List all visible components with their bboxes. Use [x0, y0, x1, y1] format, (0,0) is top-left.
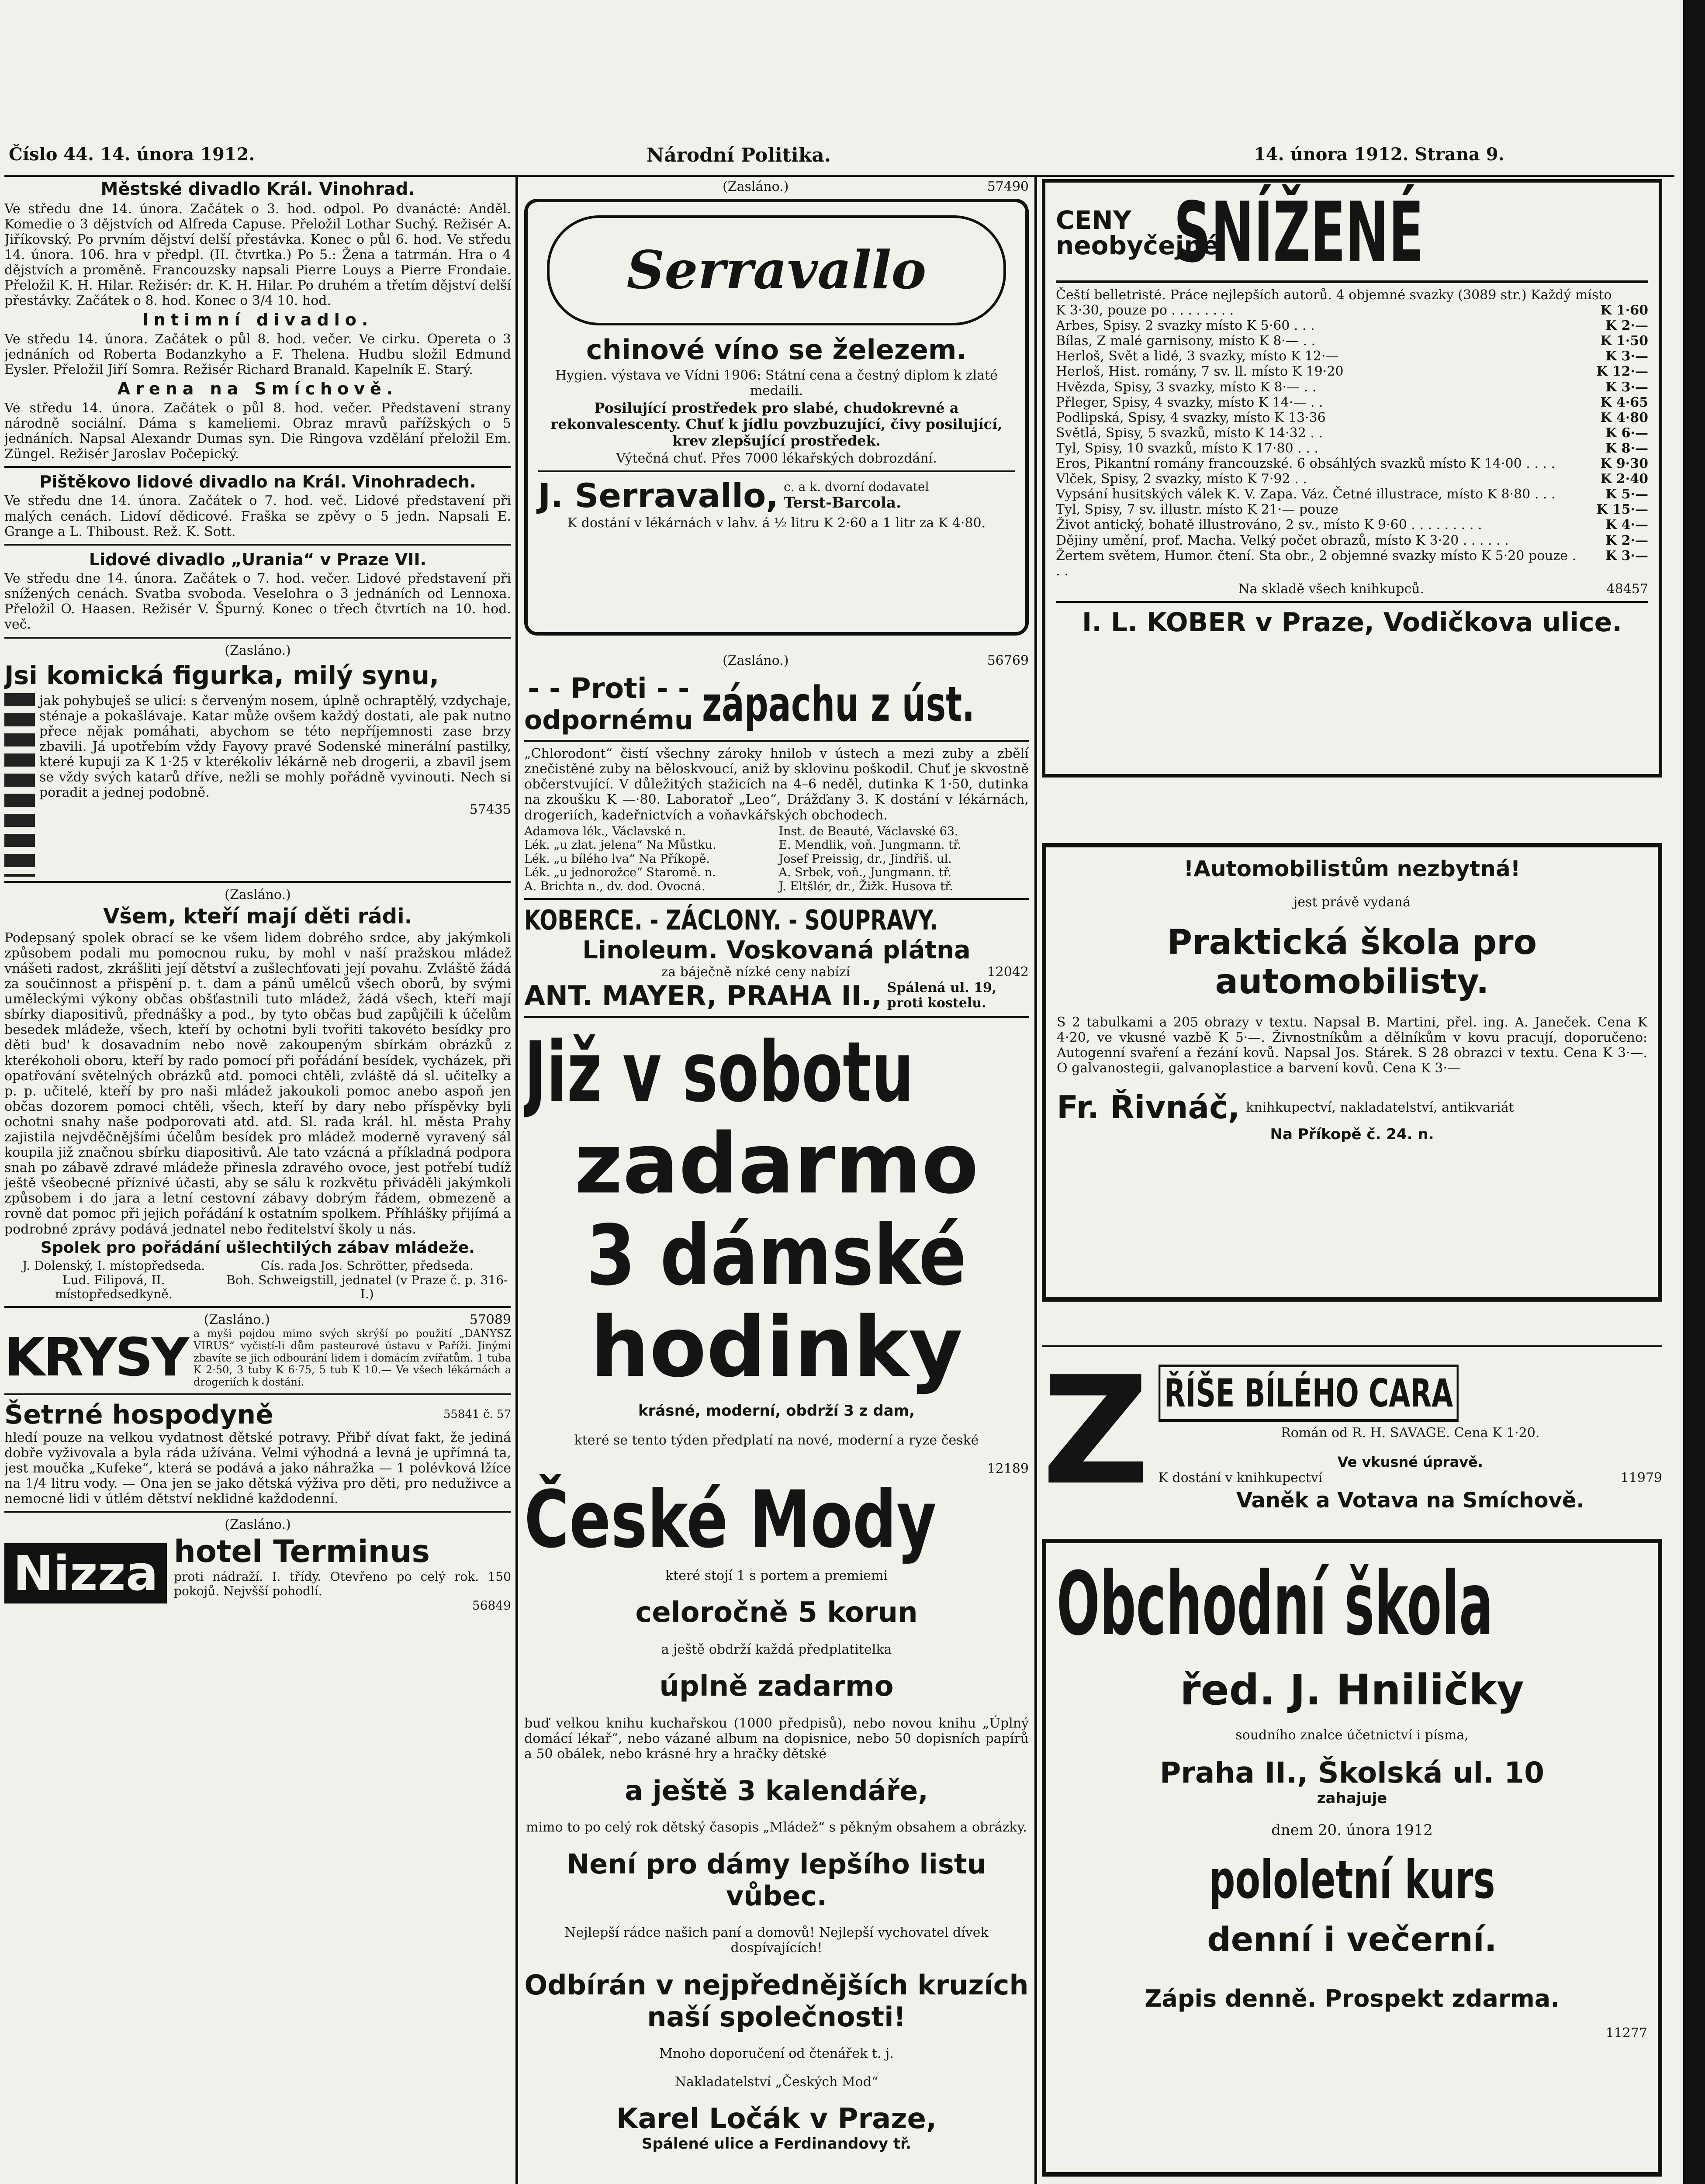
setrne-ad-number: 55841 č. 57: [443, 1408, 511, 1421]
price-list-title: Bílas, Z malé garnisony, místo K 8·— . .: [1056, 333, 1316, 349]
comic-text: jak pohybuješ se ulicí: s červeným nosem, úplně ochraptělý, vzdychaje, sténaje a pokašlávaje. Katar může ovšem každý dostati, ale pak nutno přece nějak pomáhati, abychom se této nepříjemnosti zase brzy zbavili. Já upotřebím vždy Fayovy pravé Sodenské minerální pastilky, které kupuji za K 1·25 v kterékoliv lékárně neb drogerii, a zbavil jsem se vždy svých katarů dříve, nežli se mohly pořádně vyvinouti. Nech si poradit a jednej podobně.: [39, 693, 511, 801]
serravallo-claim: Posilující prostředek pro slabé, chudokrevné a rekonvalescenty. Chuť k jídlu povzbuzující, čivy posilující, krev zlepšující prostředek.: [550, 399, 1003, 449]
comic-ad-number: 57435: [469, 802, 511, 818]
price-list-title: Hvězda, Spisy, 3 svazky, místo K 8·— . .: [1056, 379, 1317, 395]
price-list-price: K 6·—: [1605, 425, 1648, 441]
price-list-price: K 8·—: [1605, 440, 1648, 456]
mody-address: Spálené ulice a Ferdinandovy tř.: [642, 2135, 911, 2153]
separator: [4, 881, 511, 883]
pharmacy-item: J. Eltšlér, dr., Žižk. Husova tř.: [778, 879, 953, 893]
price-list-title: Vlček, Spisy, 2 svazky, místo K 7·92 . .: [1056, 471, 1307, 487]
terminus-ad-number: 56849: [472, 1598, 511, 1613]
price-list-row: [1056, 471, 1648, 487]
obchodni-director: řed. J. Hniličky: [1180, 1666, 1524, 1715]
serravallo-logo: Serravallo: [626, 239, 927, 301]
children-headline: Všem, kteří mají děti rádi.: [103, 904, 412, 929]
price-list-row: [1056, 487, 1648, 502]
mayer-address: Spálená ul. 19, proti kostelu.: [887, 980, 997, 1011]
theatre-arena-text: Ve středu 14. února. Začátek o půl 8. hod. večer. Představení strany národně sociální. Dáma s kameliemi. Obraz mravů pařížských o 5 jednáních. Napsal Alexandr Dumas syn. Die Ringova vzdělání přeložil Em. Züngel. Režisér Jaroslav Počepický.: [4, 400, 511, 462]
price-list-row: [1056, 502, 1648, 517]
snizene-headline: SNÍŽENÉ: [1174, 184, 1424, 281]
separator: [4, 466, 511, 468]
krysy-text: a myši pojdou mimo svých skrýší po použití „DANYSZ VIRUS“ vyčistí-li dům pasteurové ústavu v Paříži. Jinými zbavíte se jich odbourání lidem i domácím zvířatům. 1 tuba K 2·50, 3 tuby K 6·75, 5 tub K 10.— Ve všech lékárnách a drogeriích k dostání.: [194, 1327, 511, 1388]
serravallo-logo-oval: [547, 215, 1006, 325]
setrne-headline: Šetrné hospodyně: [4, 1399, 273, 1430]
price-list-row: [1056, 349, 1648, 364]
price-list-price: K 5·—: [1605, 487, 1648, 502]
theatre-intimni-title: Intimní divadlo.: [142, 310, 374, 330]
automobile-sub: jest právě vydaná: [1293, 895, 1411, 910]
kober-company: I. L. KOBER v Praze, Vodičkova ulice.: [1082, 607, 1622, 638]
krysy-ad-number: 57089: [469, 1312, 511, 1328]
kober-store-note: Na skladě všech knihkupců.: [1238, 581, 1425, 597]
automobile-title-1: Praktická škola pro: [1167, 923, 1537, 963]
separator: [524, 898, 1029, 900]
mody-slogan: Není pro dámy lepšího listu vůbec.: [567, 1848, 986, 1912]
pharmacy-item: Lék. „u jednorožce“ Staromě. n.: [524, 866, 716, 880]
price-list-row: [1056, 456, 1648, 471]
theatre-arena-title: Arena na Smíchově.: [117, 379, 398, 399]
chlorodont-head-2: odpornému: [524, 705, 693, 736]
kober-intro: Čeští belletristé. Práce nejlepších autorů. 4 objemné svazky (3089 str.) Každý místo: [1056, 287, 1612, 303]
price-list-title: Herloš, Hist. romány, 7 sv. ll. místo K 19·20: [1056, 364, 1344, 380]
price-list-title: Eros, Pikantní romány francouzské. 6 obsáhlých svazků místo K 14·00 . . . .: [1056, 456, 1556, 472]
signatory: Lud. Filipová, II. místopředsedkyně.: [55, 1272, 173, 1302]
watches-description: krásné, moderní, obdrží 3 z dam,: [638, 1402, 915, 1420]
pharmacy-item: A. Brichta n., dv. dod. Ovocná.: [524, 879, 706, 893]
risa-ad-number: 11979: [1620, 1470, 1662, 1486]
society-name: Spolek pro pořádání ušlechtilých zábav mládeže.: [41, 1238, 475, 1257]
setrne-text: hledí pouze na velkou vydatnost dětské potravy. Přibř dívat fakt, že jediná dobře vyživovala a byla ráda užívána. Velmi výhodná a levná je upřímná ta, jest moučka „Kufeke“, která se podává a jako náhražka — 1 polévková lžíce na 1/4 litru vody. — Ona jen se jako dětská výživa pro děti, pro neduživce a nemocné lidi v útlém dětství neklidné každodenní.: [4, 1430, 511, 1507]
pharmacy-item: Lék. „u bílého lva“ Na Příkopě.: [524, 852, 710, 866]
separator: [4, 637, 511, 639]
theatre-urania-title: Lidové divadlo „Urania“ v Praze VII.: [89, 549, 427, 569]
sobota-headline: Již v sobotu: [524, 1023, 914, 1120]
price-list-price: K 4·80: [1600, 410, 1648, 425]
price-list-price: K 3·—: [1605, 548, 1648, 563]
price-list-price: K 2·—: [1605, 532, 1648, 548]
theatre-pistek-text: Ve středu dne 14. února. Začátek o 7. hod. več. Lidové představení při malých cenách. Lidoví dědicové. Fraška se zpěvy o 5 jedn. Napsali E. Grange a L. Thiboust. Rež. K. Sott.: [4, 493, 511, 539]
automobile-title-2: automobilisty.: [1215, 962, 1489, 1002]
risa-binding: Ve vkusné úpravě.: [1337, 1454, 1483, 1471]
zaslano-label: (Zasláno.): [723, 179, 789, 194]
theatre-pistek-title: Pištěkovo lidové divadlo na Král. Vinohradech.: [39, 472, 476, 492]
obchodni-ad-number: 11277: [1605, 2025, 1647, 2041]
serravallo-award: Hygien. výstava ve Vídni 1906: Státní cena a čestný diplom k zlaté medaili.: [555, 367, 998, 398]
theatre-intimni-text: Ve středu 14. února. Začátek o půl 8. hod. večer. Ve cirku. Opereta o 3 jednáních od Roberta Bodanzkyho a F. Thelena. Hudbu složil Edmund Eysler. Přeložil Jiří Somra. Režisér Richard Branald. Kapelník E. Starý.: [4, 331, 511, 378]
price-list-price: K 1·60: [1600, 303, 1648, 318]
signatory: Cís. rada Jos. Schrötter, předseda.: [260, 1258, 474, 1273]
koberce-headline: KOBERCE. - ZÁCLONY. - SOUPRAVY.: [524, 904, 938, 936]
rivnac-name: Fr. Řivnáč,: [1057, 1089, 1240, 1126]
comic-headline: Jsi komická figurka, milý synu,: [4, 660, 439, 690]
serravallo-ad-number: 57490: [987, 179, 1029, 194]
price-list-price: K 4·65: [1600, 394, 1648, 410]
serravallo-ad: [524, 199, 1029, 636]
linoleum-ad-number: 12042: [987, 964, 1029, 980]
serravallo-taste: Výtečná chuť. Přes 7000 lékařských dobrozdání.: [616, 451, 937, 467]
price-list-title: Žertem světem, Humor. čtení. Sta obr., 2 objemné svazky místo K 5·20 pouze . . .: [1056, 548, 1577, 579]
header-issue: Číslo 44. 14. února 1912.: [9, 144, 255, 165]
price-list-title: Vypsání husitských válek K. V. Zapa. Váz. Četné illustrace, místo K 8·80 . . .: [1056, 487, 1556, 502]
chlorodont-headline: [524, 673, 1029, 736]
watches-condition: které se tento týden předplatí na nové, moderní a ryze české: [574, 1432, 979, 1448]
price-list-price: K 3·—: [1605, 349, 1648, 364]
risa-ad: [1042, 1345, 1662, 1518]
zaslano-label: (Zasláno.): [225, 1517, 291, 1533]
mody-magazine: mimo to po celý rok dětský časopis „Mládež“ s pěkným obsahem a obrázky.: [526, 1820, 1027, 1835]
risa-title: ŘÍŠE BÍLÉHO CARA: [1159, 1365, 1459, 1422]
terminus-text: proti nádraží. I. třídy. Otevřeno po celý rok. 150 pokojů. Nejvšší pohodlí.: [174, 1569, 511, 1598]
price-list-row: [1056, 517, 1648, 532]
header-newspaper-title: Národní Politika.: [647, 144, 831, 166]
obchodni-skola-headline: Obchodní škola: [1057, 1553, 1494, 1655]
nizza-logo: Nizza: [4, 1543, 167, 1603]
zaslano-label: (Zasláno.): [225, 643, 291, 658]
automobile-text: S 2 tabulkami a 205 obrazy v textu. Napsal B. Martini, přel. ing. A. Janeček. Cena K 4·20, ve vkusné vazbě K 5·—. Živnostníkům a dělníkům v kovu pracují, doporučeno: Autogenní svaření a řezání kovů. Napsal Jos. Stárek. S 28 obrazci v textu. Cena K 3·—. O galvanostegii, galvanoplastice a barvení kovů. Cena K 3·—: [1057, 1015, 1647, 1076]
kober-price-list: [1056, 303, 1648, 579]
theatre-vinohrady-title: Městské divadlo Král. Vinohrad.: [100, 179, 415, 199]
serravallo-company: J. Serravallo,: [538, 476, 779, 515]
mody-price: celoročně 5 korun: [635, 1596, 918, 1629]
price-list-title: Podlipská, Spisy, 4 svazky, místo K 13·36: [1056, 410, 1326, 425]
price-list-row: [1056, 548, 1648, 579]
zaslano-label: (Zasláno.): [225, 887, 291, 902]
price-list-row: [1056, 441, 1648, 456]
obchodni-address: Praha II., Školská ul. 10: [1159, 1756, 1544, 1790]
separator: [538, 470, 1015, 472]
page-edge: [1683, 0, 1705, 2184]
obchodni-day-evening: denní i večerní.: [1207, 1920, 1497, 1959]
price-list-row: [1056, 410, 1648, 425]
mody-society: Odbírán v nejpřednějších kruzích naší společnosti!: [524, 1969, 1029, 2033]
price-list-price: K 2·—: [1605, 318, 1648, 334]
column-divider-2: [1034, 177, 1037, 2184]
obchodni-description: soudního znalce účetnictví i písma,: [1235, 1728, 1469, 1743]
separator: [1056, 601, 1648, 603]
risa-text: Román od R. H. SAVAGE. Cena K 1·20.: [1281, 1425, 1540, 1441]
theatre-vinohrady-text: Ve středu dne 14. února. Začátek o 3. hod. odpol. Po dvanácté: Anděl. Komedie o 3 dějstvích od Alfreda Capuse. Přeložil Lothar Suchý. Režisér A. Jiříkovský. Po prvním dějství delší přestávka. Konec o půl 6. hod. Ve středu 14. února. 106. hra v předpl. (II. čtvrtka.) Po 5.: Žena a tatrmán. Hra o 4 dějstvích a proměně. Francouzsky napsali Pierre Louys a Pierre Frondaie. Přeložil K. H. Hilar. Režisér: dr. K. H. Hilar. Po druhém a třetím dějství delší přestávky. Začátek o 8. hod. Konec o 3/4 10. hod.: [4, 201, 511, 309]
separator: [4, 1511, 511, 1513]
serravallo-purchase: K dostání v lékárnách v lahv. á ½ litru K 2·60 a 1 litr za K 4·80.: [567, 515, 986, 531]
price-list-price: K 1·50: [1600, 333, 1648, 349]
chlorodont-head-3: zápachu z úst.: [702, 676, 975, 733]
chlorodont-ad-number: 56769: [987, 653, 1029, 669]
price-list-title: Herloš, Svět a lidé, 3 svazky, místo K 12·—: [1056, 349, 1339, 364]
header-date-page: 14. února 1912. Strana 9.: [1254, 144, 1504, 165]
mody-publisher-label: Nakladatelství „Českých Mod“: [674, 2074, 878, 2090]
price-list-title: Život antický, bohatě illustrováno, 2 sv., místo K 9·60 . . . . . . . . .: [1056, 517, 1482, 533]
column-1: [4, 179, 511, 2184]
price-list-row: [1056, 395, 1648, 410]
price-list-price: K 12·—: [1596, 364, 1648, 380]
header-rule: [4, 175, 1674, 177]
price-list-title: Arbes, Spisy. 2 svazky místo K 5·60 . . .: [1056, 318, 1315, 334]
serravallo-city: Terst-Barcola.: [784, 494, 901, 512]
separator: [4, 1393, 511, 1395]
zaslano-label: (Zasláno.): [723, 653, 789, 669]
price-list-price: K 9·30: [1600, 456, 1648, 472]
mody-advice: Nejlepší rádce našich paní a domovů! Nejlepší vychovatel dívek dospívajících!: [564, 1925, 989, 1956]
obchodni-skola-ad: [1042, 1539, 1662, 2177]
figure-illustration: [4, 693, 35, 877]
obchodni-enrollment: Zápis denně. Prospekt zdarma.: [1145, 1985, 1560, 2013]
price-list-row: [1056, 380, 1648, 395]
krysy-word: KRYSY: [4, 1327, 188, 1389]
kober-ad-number: 48457: [1606, 581, 1648, 597]
mody-gifts: buď velkou knihu kuchařskou (1000 předpisů), nebo novou knihu „Úplný domácí lékař“, nebo vázané album na dopisnice, nebo 50 dopisních papírů a 50 obálek, nebo krásné hry a hračky dětské: [524, 1716, 1029, 1762]
children-text: Podepsaný spolek obrací se ke všem lidem dobrého srdce, aby jakýmkoli způsobem podali mu pomocnou ruku, by mohl v naší pražskou mládež vnášeti radost, zkrášliti její dětství a zušlechťovati její povahu. Zvláště žádá za součinnost a přispění p. t. dam a pánů umělců všech oborů, by svými uměleckými výkony občas obšťastnili tuto mládež, žádá všech, kteří mají sbírky diapositivů, přednášky a pod., by tyto občas bud zapůjčili k účelům besedek mládeže, všech, kteří by ochotni byli tvořiti takovéto besídky pro děti bud' k dosavadním nebo nově zakoupeným sbírkám obrázků z kterékoholi oboru, kteří by rado pomocí při pořádání besídek, vycházek, při opatřování světelných obrázků atd. pomoci chtěli, zvláště dá sl. učitelky a p. p. učitelé, kteří by pro naši mládež jakoukoli pomoc anebo aspoň jen občas dozorem pomoci chtěli, všech, kteří by dary nebo příspěvky byli ochotni snahy naše podporovati atd. atd. Sl. rada král. hl. města Prahy zajistila nejvděčnějšími účelům besídek pro mládež moderně vyravený sál koupila již značnou sbírku diapositivů. Ale tato vzácná a příkladná podpora snah po zábavě zdravé mládeže přinesla zdravého ovoce, jest potřebí tudíž ještě všeobecné příznivé účasti, aby se sálu k rozkvětu přiváděli jakýmkoli způsobem i do jara a letní cestovní zábavy dobrým řádem, obmezeně a rovně dat pomoc při jejich pořádání k ostatním spolkem. Příhlášky přijímá a podrobné zprávy podává jednatel nebo ředitelství školy u nás.: [4, 930, 511, 1237]
separator: [4, 544, 511, 546]
price-list-row: [1056, 364, 1648, 379]
price-list-row: [1056, 333, 1648, 349]
mayer-name: ANT. MAYER, PRAHA II.,: [524, 979, 882, 1012]
rivnac-description: knihkupectví, nakladatelství, antikvariát: [1246, 1099, 1514, 1115]
separator: [4, 1306, 511, 1308]
pharmacy-item: Josef Preissig, dr., Jindřiš. ul.: [778, 852, 952, 866]
mody-bonus-intro: a ještě obdrží každá předplatitelka: [661, 1641, 892, 1657]
ceske-mody-logo: České Mody: [524, 1474, 937, 1565]
column-3: [1042, 179, 1662, 2184]
price-list-price: K 3·—: [1605, 379, 1648, 395]
pharmacy-item: Inst. de Beauté, Václavské 63.: [778, 824, 958, 838]
zadarmo-headline: zadarmo: [574, 1115, 979, 1212]
chlorodont-head-1: - - Proti - -: [528, 673, 690, 705]
mody-price-intro: které stojí 1 s portem a premiemi: [665, 1568, 888, 1583]
pharmacy-item: A. Srbek, voň., Jungmann. tř.: [778, 866, 951, 880]
risa-publisher: Vaněk a Votava na Smíchově.: [1236, 1488, 1584, 1513]
price-list-row: [1056, 303, 1648, 318]
theatre-urania-text: Ve středu dne 14. února. Začátek o 7. hod. večer. Lidové představení při snížených cenách. Svatba svoboda. Veselohra o 3 jednáních od Lennoxa. Přeložil O. Haasen. Režisér V. Špurný. Konec o třech čtvrtích na 10. hod. več.: [4, 571, 511, 632]
rivnac-address: Na Příkopě č. 24. n.: [1270, 1126, 1434, 1144]
damske-headline: 3 dámské: [586, 1207, 967, 1304]
mody-publisher: Karel Ločák v Praze,: [616, 2102, 937, 2135]
pharmacy-item: Lék. „u zlat. jelena“ Na Můstku.: [524, 838, 716, 852]
linoleum-line: Linoleum. Voskovaná plátna: [582, 936, 971, 964]
price-list-row: [1056, 425, 1648, 441]
price-list-title: K 3·30, pouze po . . . . . . . .: [1056, 303, 1234, 318]
obchodni-opens: zahajuje: [1317, 1790, 1387, 1807]
kober-ad: [1042, 179, 1662, 778]
price-list-row: [1056, 318, 1648, 333]
mody-calendars: a ještě 3 kalendáře,: [625, 1775, 928, 1807]
risa-buy: K dostání v knihkupectví: [1158, 1470, 1323, 1486]
automobile-headline: !Automobilistům nezbytná!: [1183, 856, 1521, 881]
zaslano-label: (Zasláno.): [204, 1312, 270, 1328]
obchodni-date: dnem 20. února 1912: [1271, 1821, 1433, 1839]
separator: [524, 1016, 1029, 1018]
hodinky-headline: hodinky: [590, 1299, 963, 1396]
pharmacy-item: E. Mendlik, voň. Jungmann. tř.: [778, 838, 961, 852]
signatory: Boh. Schweigstill, jednatel (v Praze č. p. 316-I.): [226, 1272, 508, 1302]
terminus-headline: hotel Terminus: [174, 1534, 430, 1570]
price-list-title: Světlá, Spisy, 5 svazků, místo K 14·32 . .: [1056, 425, 1323, 441]
price-list-title: Tyl, Spisy, 10 svazků, místo K 17·80 . . .: [1056, 440, 1318, 456]
serravallo-headline: chinové víno se železem.: [586, 334, 967, 366]
price-list-price: K 2·40: [1600, 471, 1648, 487]
risa-initial: Z: [1042, 1345, 1150, 1518]
separator: [524, 740, 1029, 742]
price-list-price: K 4·—: [1605, 517, 1648, 533]
serravallo-supplier: c. a k. dvorní dodavatel: [784, 480, 929, 494]
price-list-row: [1056, 533, 1648, 548]
mody-recommend: Mnoho doporučení od čtenářek t. j.: [659, 2046, 894, 2061]
price-list-title: Tyl, Spisy, 7 sv. illustr. místo K 21·— pouze: [1056, 502, 1338, 518]
mody-free: úplně zadarmo: [659, 1670, 894, 1703]
ceny-label: CENY neobyčejné: [1056, 205, 1220, 260]
linoleum-sub: za báječně nízké ceny nabízí: [661, 964, 851, 980]
signatory: J. Dolenský, I. místopředseda.: [22, 1258, 205, 1273]
column-divider-1: [515, 177, 518, 2184]
watches-ad-number: 12189: [987, 1461, 1029, 1476]
column-2: [524, 179, 1029, 2184]
page-header: [4, 144, 1674, 175]
obchodni-course: pololetní kurs: [1209, 1850, 1495, 1911]
chlorodont-text: „Chlorodont“ čistí všechny zároky hnilob v ústech a mezi zuby a zbělí znečistěné zuby na běloskvoucí, aniž by sklovinu poškodil. Chuť je skvostně občerstvující. V důležitých stažicích na 4–6 neděl, dutinka K 1·50, dutinka na zkoušku K —·80. Laboratoř „Leo“, Drážďany 3. K dostání v lékárnách, drogeriích, kadeřnictvích a voňavkářských obchodech.: [524, 746, 1029, 823]
automobile-ad: [1042, 843, 1662, 1302]
price-list-price: K 15·—: [1596, 502, 1648, 518]
pharmacy-item: Adamova lék., Václavské n.: [524, 824, 686, 838]
price-list-title: Přleger, Spisy, 4 svazky, místo K 14·— . .: [1056, 394, 1323, 410]
price-list-title: Dějiny umění, prof. Macha. Velký počet obrazů, místo K 3·20 . . . . . .: [1056, 532, 1509, 548]
